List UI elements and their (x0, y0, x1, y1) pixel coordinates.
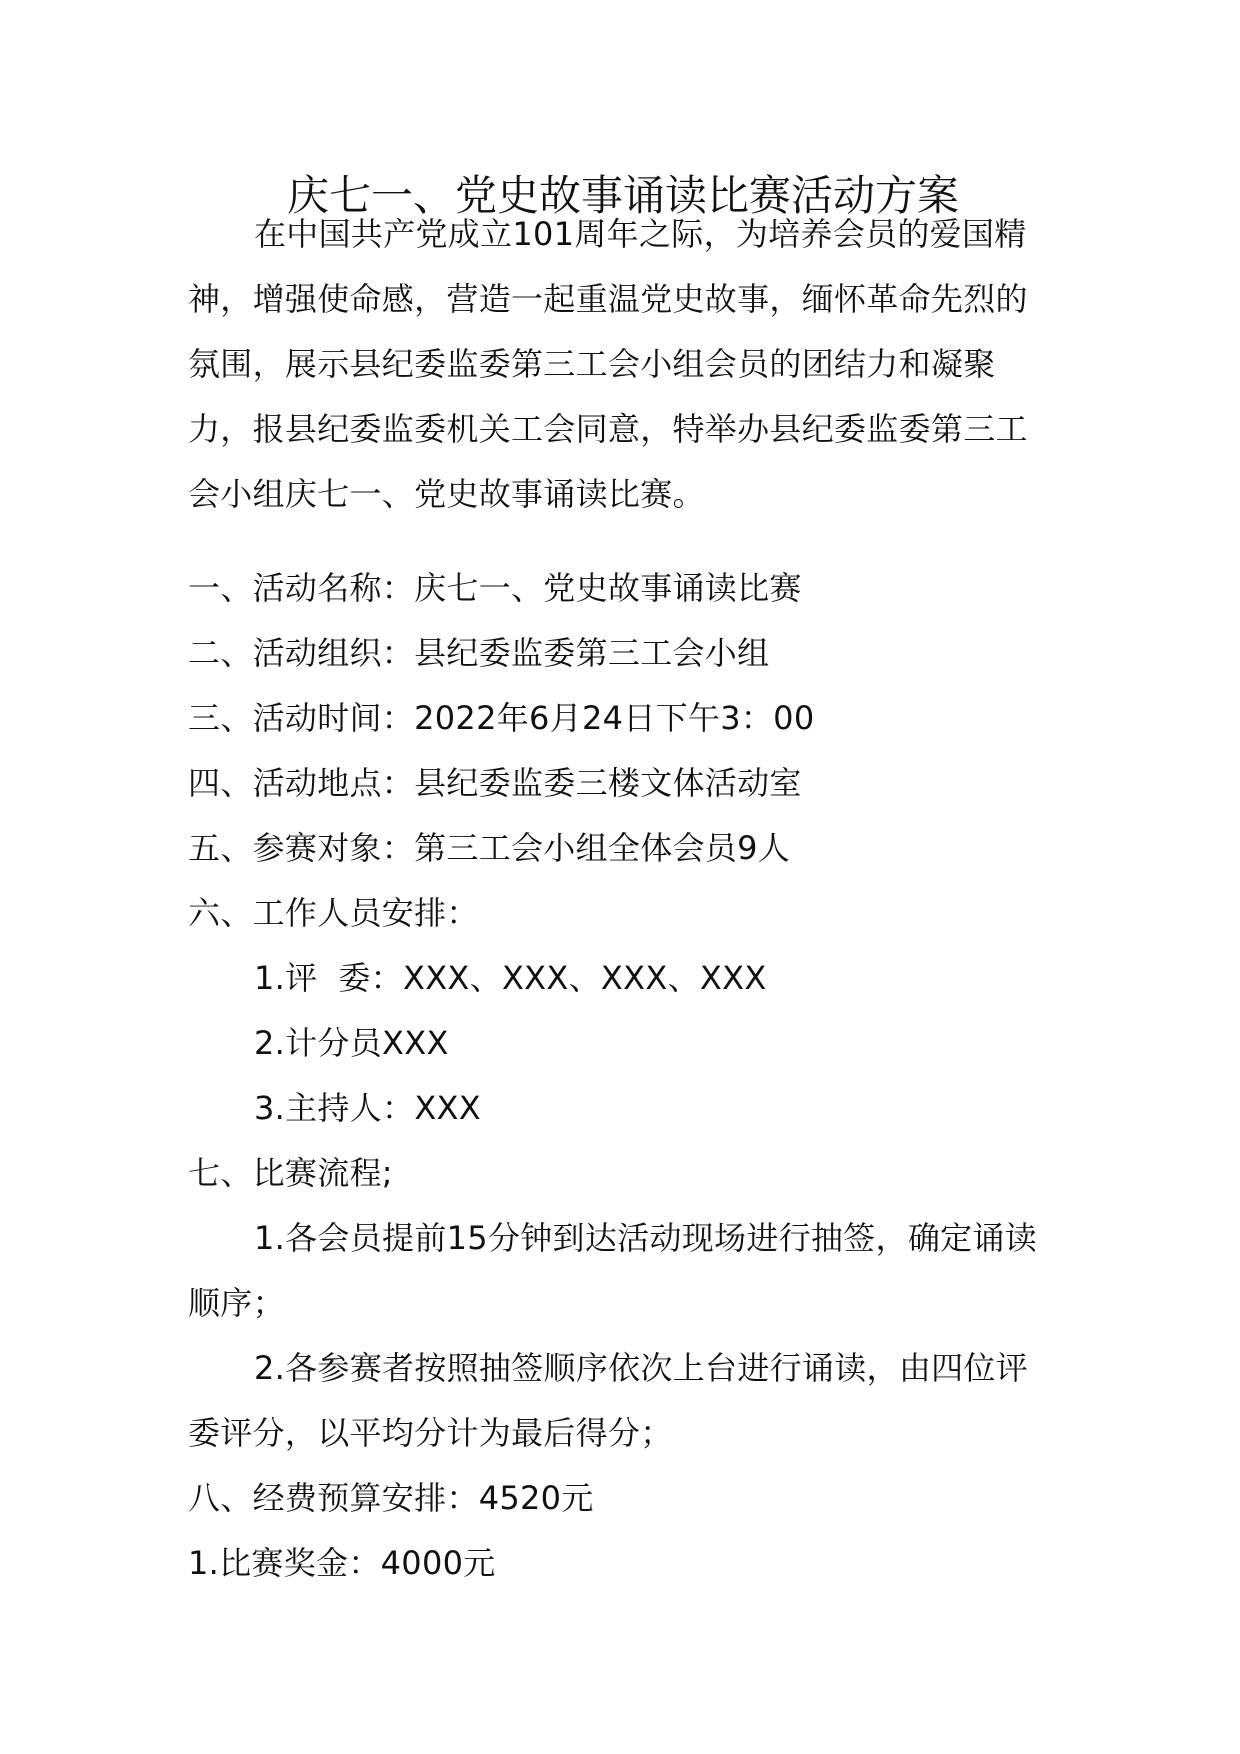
document-title: 庆七一、党史故事诵读比赛活动方案 (286, 171, 959, 220)
staff-scorer: 2.计分员XXX (254, 1024, 449, 1062)
section-activity-location: 四、活动地点：县纪委监委三楼文体活动室 (188, 764, 802, 802)
staff-judges: 1.评 委：XXX、XXX、XXX、XXX (254, 959, 767, 997)
section-activity-organizer: 二、活动组织：县纪委监委第三工会小组 (188, 634, 770, 672)
section-activity-name: 一、活动名称：庆七一、党史故事诵读比赛 (188, 569, 802, 607)
process-step-1: 1.各会员提前15分钟到达活动现场进行抽签，确定诵读顺序； (188, 1219, 1038, 1322)
budget-prize-money: 1.比赛奖金：4000元 (188, 1544, 496, 1582)
section-participants: 五、参赛对象：第三工会小组全体会员9人 (188, 829, 791, 867)
section-process-heading: 七、比赛流程; (188, 1154, 393, 1192)
staff-host: 3.主持人：XXX (254, 1089, 481, 1127)
intro-paragraph: 在中国共产党成立101周年之际，为培养会员的爱国精神，增强使命感，营造一起重温党史故事，缅怀革命先烈的氛围，展示县纪委监委第三工会小组会员的团结力和凝聚力，报县纪委监委机关工会同意，特举办县纪委监委第三工会小组庆七一、党史故事诵读比赛。 (188, 215, 1028, 513)
section-activity-time: 三、活动时间：2022年6月24日下午3：00 (188, 699, 815, 737)
section-budget-heading: 八、经费预算安排：4520元 (188, 1479, 594, 1517)
process-step-2: 2.各参赛者按照抽签顺序依次上台进行诵读，由四位评委评分，以平均分计为最后得分； (188, 1349, 1029, 1452)
section-staff-heading: 六、工作人员安排： (188, 894, 479, 932)
